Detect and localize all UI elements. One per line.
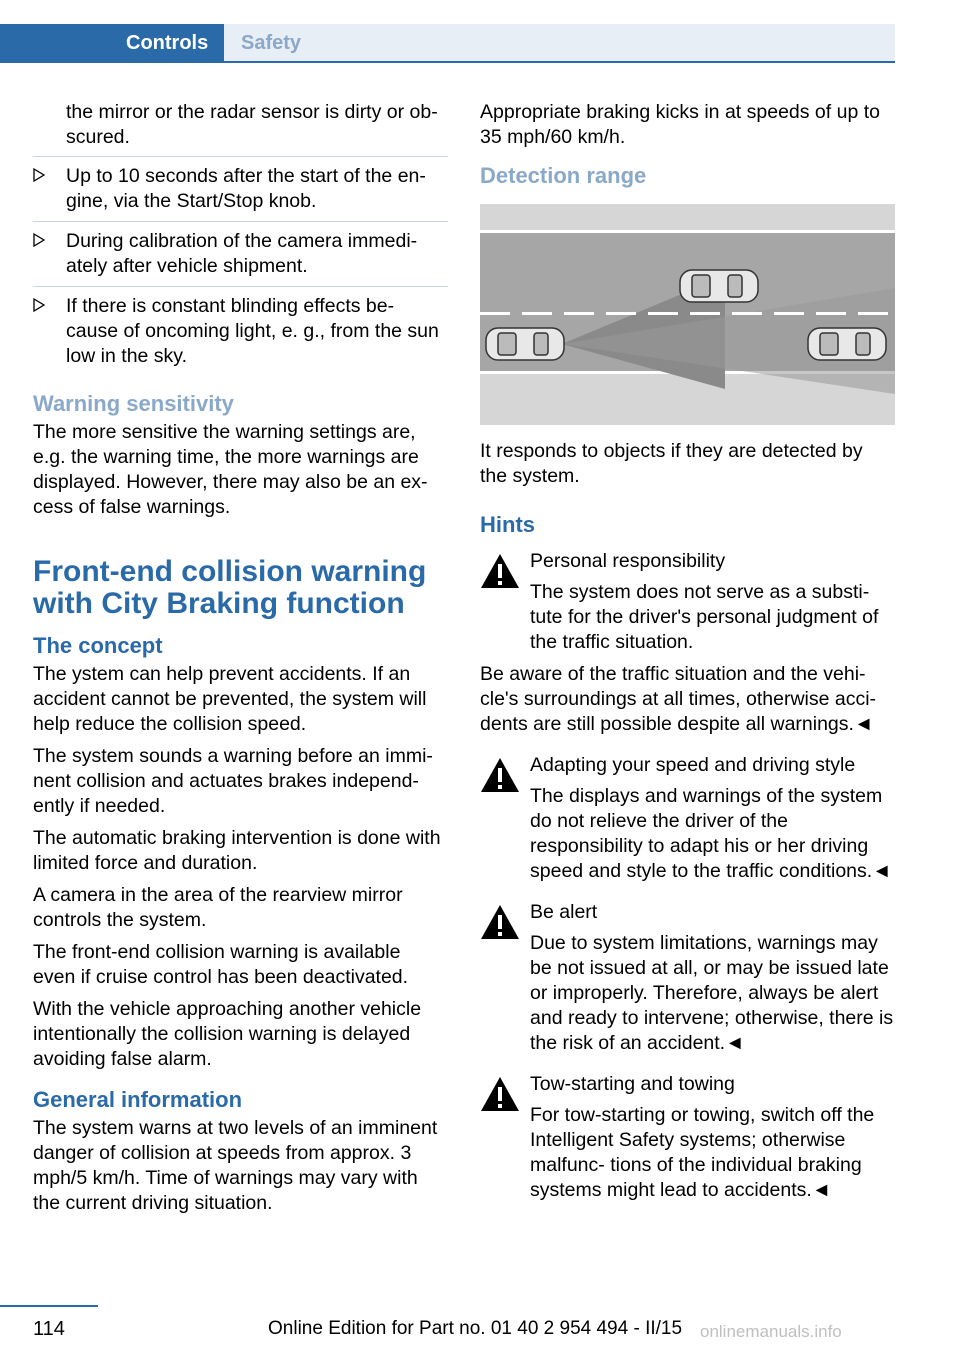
warning-title: Adapting your speed and driving style	[530, 754, 856, 776]
warning-title: Tow-starting and towing	[530, 1073, 735, 1095]
warning-text: Due to system limitations, warnings may be not issued at all, or may be issued late or improperly. Therefore, always be alert and ready to intervene; otherwise, there is the risk of an accident.◄	[530, 932, 894, 1054]
general-info-heading: General information	[33, 1087, 243, 1112]
concept-paragraph: With the vehicle approaching another vehicle intentionally the collision warning is delayed avoiding false alarm.	[33, 998, 422, 1070]
page-number: 114	[33, 1318, 65, 1340]
section-title: Front-end collision warning with City Braking function	[33, 555, 427, 620]
list-item-text: If there is constant blinding effects be‐ cause of oncoming light, e. g., from the sun low in the sky.	[66, 295, 439, 367]
footer-divider	[0, 1305, 98, 1307]
page-header	[0, 0, 960, 62]
detection-range-heading: Detection range	[480, 163, 647, 188]
warning-title: Be alert	[530, 901, 598, 923]
tab-controls[interactable]: Controls	[0, 24, 224, 62]
concept-paragraph: The ystem can help prevent accidents. If an accident cannot be prevented, the system will help reduce the collision speed.	[33, 663, 427, 735]
warning-text: For tow-starting or towing, switch off the Intelligent Safety systems; otherwise malfunc‐ tions of the individual braking systems might lead to accidents.◄	[530, 1104, 875, 1201]
warning-block	[480, 549, 895, 737]
warning-triangle-icon	[480, 904, 520, 940]
list-item-text: During calibration of the camera immedi‐ ately after vehicle shipment.	[66, 230, 418, 277]
list-item	[33, 156, 448, 221]
continued-text: the mirror or the radar sensor is dirty or ob‐ scured.	[66, 101, 438, 148]
warning-title: Personal responsibility	[530, 550, 726, 572]
car-ahead	[808, 328, 886, 360]
tab-safety[interactable]: Safety	[224, 24, 895, 62]
concept-heading: The concept	[33, 633, 163, 658]
warning-block	[480, 900, 895, 1056]
triangle-right-icon	[33, 168, 45, 182]
triangle-right-icon	[33, 298, 45, 312]
list-item-text: Up to 10 seconds after the start of the en‐ gine, via the Start/Stop knob.	[66, 165, 426, 212]
warning-text: The displays and warnings of the system do not relieve the driver of the responsibility to adapt his or her driving speed and style to the traffic conditions.◄	[530, 785, 892, 882]
concept-paragraph: The automatic braking intervention is done with limited force and duration.	[33, 827, 441, 874]
detection-range-illustration	[480, 204, 895, 425]
concept-paragraph: A camera in the area of the rearview mirror controls the system.	[33, 884, 403, 931]
warning-triangle-icon	[480, 1076, 520, 1112]
intro-text: Appropriate braking kicks in at speeds of up to 35 mph/60 km/h.	[480, 101, 880, 148]
warning-text: Be aware of the traffic situation and the vehi‐ cle's surroundings at all times, otherwise acci‐ dents are still possible despite all warnings.◄	[480, 663, 877, 735]
concept-paragraph: The system sounds a warning before an immi‐ nent collision and actuates brakes independ‐ ently if needed.	[33, 745, 433, 817]
edition-text: Online Edition for Part no. 01 40 2 954 494 - II/15	[268, 1318, 683, 1339]
warning-text: The system does not serve as a substi‐ tute for the driver's personal judgment of the traffic situation.	[530, 581, 879, 653]
concept-paragraph: The front-end collision warning is available even if cruise control has been deactivated.	[33, 941, 409, 988]
detection-range-figure	[480, 204, 895, 425]
list-item	[33, 221, 448, 286]
warning-sensitivity-text: The more sensitive the warning settings are, e.g. the warning time, the more warnings are displayed. However, there may also be an ex‐ cess of false warnings.	[33, 421, 428, 518]
left-column	[33, 100, 448, 1223]
warning-block	[480, 1072, 895, 1203]
list-item	[33, 286, 448, 376]
hints-heading: Hints	[480, 512, 535, 537]
general-info-text: The system warns at two levels of an imminent danger of collision at speeds from approx. 3 mph/5 km/h. Time of warnings may vary with the current driving situation.	[33, 1117, 438, 1214]
watermark: onlinemanuals.info	[700, 1322, 842, 1341]
warning-triangle-icon	[480, 757, 520, 793]
right-column	[480, 100, 895, 1210]
detection-caption: It responds to objects if they are detected by the system.	[480, 440, 863, 487]
condition-list	[33, 156, 448, 376]
warning-sensitivity-heading: Warning sensitivity	[33, 391, 234, 416]
warning-triangle-icon	[480, 553, 520, 589]
triangle-right-icon	[33, 233, 45, 247]
header-divider	[0, 61, 895, 63]
warning-block	[480, 753, 895, 884]
car-front-lane	[680, 270, 758, 302]
car-own	[486, 328, 564, 360]
